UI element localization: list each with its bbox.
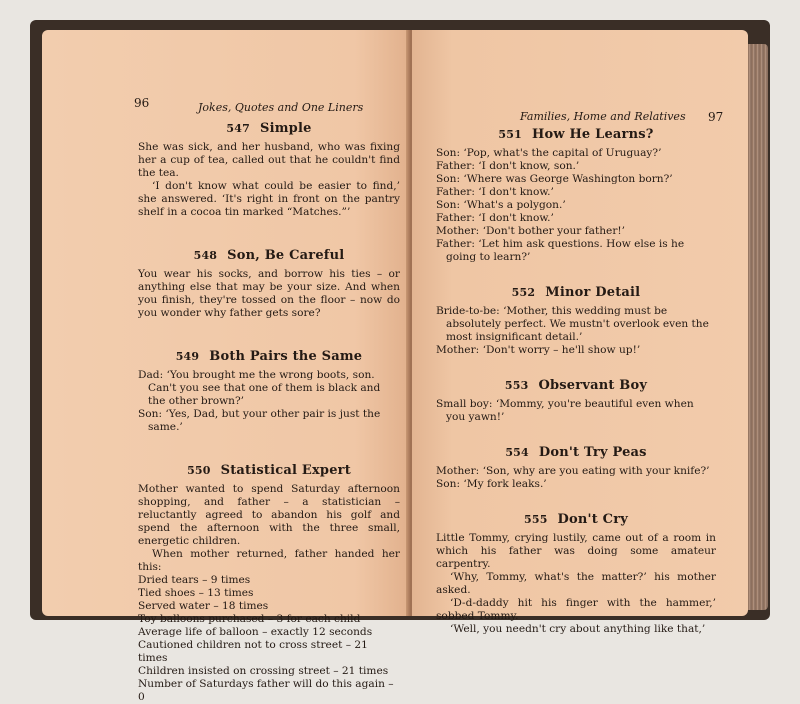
joke-paragraph: ‘Well, you needn't cry about anything like that,’ bbox=[450, 623, 706, 635]
joke-paragraph: She was sick, and her husband, who was fixing her a cup of tea, called out that he couldn't find the tea. bbox=[138, 141, 400, 179]
dialogue-line: Father: ‘I don't know, son.’ bbox=[436, 160, 580, 172]
left-running-header: Jokes, Quotes and One Liners bbox=[198, 101, 364, 114]
joke-555-heading bbox=[436, 513, 716, 526]
joke-title: How He Learns? bbox=[531, 127, 654, 142]
joke-title: Don't Try Peas bbox=[538, 445, 647, 460]
dialogue-line: Dad: ‘You brought me the wrong boots, son. Can't you see that one of them is black and the other brown?’ bbox=[138, 369, 381, 407]
joke-number: 552 bbox=[511, 286, 536, 299]
joke-553-heading bbox=[436, 379, 716, 392]
joke-551 bbox=[436, 128, 716, 264]
dialogue-line: Son: ‘Pop, what's the capital of Uruguay?’ bbox=[436, 147, 662, 159]
joke-555 bbox=[436, 513, 716, 636]
dialogue-line: Father: ‘I don't know.’ bbox=[436, 186, 554, 198]
right-page-number: 97 bbox=[708, 110, 724, 124]
dialogue-line: Son: ‘My fork leaks.’ bbox=[436, 478, 547, 490]
joke-number: 554 bbox=[505, 446, 529, 459]
dialogue-line: Father: ‘I don't know.’ bbox=[436, 212, 554, 224]
joke-549 bbox=[138, 350, 400, 434]
list-item: Tied shoes – 13 times bbox=[138, 587, 254, 599]
joke-554 bbox=[436, 446, 716, 491]
joke-number: 553 bbox=[504, 379, 529, 392]
joke-553 bbox=[436, 379, 716, 424]
dialogue-line: Father: ‘Let him ask questions. How else is he going to learn?’ bbox=[436, 238, 685, 263]
joke-title: Minor Detail bbox=[545, 285, 641, 300]
joke-550-heading bbox=[138, 464, 400, 477]
joke-number: 549 bbox=[175, 350, 200, 363]
dialogue-line: Mother: ‘Don't bother your father!’ bbox=[436, 225, 626, 237]
joke-554-heading bbox=[436, 446, 716, 459]
dialogue-line: Son: ‘Where was George Washington born?’ bbox=[436, 173, 673, 185]
joke-number: 555 bbox=[523, 513, 548, 526]
joke-title: Son, Be Careful bbox=[227, 248, 345, 263]
joke-548 bbox=[138, 249, 400, 320]
joke-551-heading bbox=[436, 128, 716, 141]
list-item: Average life of balloon – exactly 12 seconds bbox=[138, 626, 373, 638]
dialogue-line: Mother: ‘Don't worry – he'll show up!’ bbox=[436, 344, 641, 356]
list-item: Children insisted on crossing street – 21 times bbox=[138, 665, 389, 677]
joke-number: 548 bbox=[193, 249, 218, 262]
joke-paragraph: ‘I don't know what could be easier to find,’ she answered. ‘It's right in front on the pantry shelf in a cocoa tin marked “Matches.”’ bbox=[138, 180, 400, 218]
joke-title: Statistical Expert bbox=[220, 463, 351, 478]
left-page-content bbox=[138, 122, 400, 704]
list-item: Served water – 18 times bbox=[138, 600, 269, 612]
joke-paragraph: When mother returned, father handed her this: bbox=[138, 548, 400, 573]
joke-title: Simple bbox=[259, 121, 312, 136]
dialogue-line: Son: ‘Yes, Dad, but your other pair is just the same.’ bbox=[138, 408, 381, 433]
left-page-number: 96 bbox=[134, 96, 150, 110]
list-item: Toy balloons purchased – 3 for each child bbox=[138, 613, 361, 625]
joke-552 bbox=[436, 286, 716, 357]
joke-number: 547 bbox=[226, 122, 250, 135]
open-book bbox=[28, 14, 768, 703]
joke-title: Observant Boy bbox=[538, 378, 648, 393]
page-edges bbox=[748, 44, 768, 610]
list-item: Cautioned children not to cross street – 21 times bbox=[138, 639, 368, 664]
list-item: Number of Saturdays father will do this again – 0 bbox=[138, 678, 394, 703]
joke-549-heading bbox=[138, 350, 400, 363]
dialogue-line: Bride-to-be: ‘Mother, this wedding must be absolutely perfect. We mustn't overlook even the most insignificant detail.’ bbox=[436, 305, 709, 343]
left-page bbox=[42, 30, 410, 703]
joke-title: Both Pairs the Same bbox=[209, 349, 363, 364]
right-page bbox=[412, 30, 748, 635]
statistics-list bbox=[138, 574, 400, 704]
dialogue-line: Small boy: ‘Mommy, you're beautiful even when you yawn!’ bbox=[436, 398, 694, 423]
list-item: Dried tears – 9 times bbox=[138, 574, 251, 586]
joke-number: 550 bbox=[187, 464, 211, 477]
joke-550 bbox=[138, 464, 400, 704]
joke-paragraph: ‘D-d-daddy hit his finger with the hammer,’ sobbed Tommy. bbox=[436, 597, 716, 622]
joke-547 bbox=[138, 122, 400, 219]
joke-paragraph: Mother wanted to spend Saturday afternoon shopping, and father – a statistician – reluctantly agreed to abandon his golf and spend the afternoon with the three small, energetic children. bbox=[138, 483, 400, 547]
dialogue-line: Mother: ‘Son, why are you eating with your knife?’ bbox=[436, 465, 710, 477]
right-page-content bbox=[436, 128, 716, 636]
joke-547-heading bbox=[138, 122, 400, 135]
right-running-header: Families, Home and Relatives bbox=[520, 110, 686, 123]
joke-title: Don't Cry bbox=[557, 512, 629, 527]
joke-paragraph: You wear his socks, and borrow his ties – or anything else that may be your size. And when you finish, they're tossed on the floor – now do you wonder why father gets sore? bbox=[138, 268, 400, 319]
joke-number: 551 bbox=[498, 128, 522, 141]
joke-548-heading bbox=[138, 249, 400, 262]
dialogue-line: Son: ‘What's a polygon.’ bbox=[436, 199, 566, 211]
joke-paragraph: Little Tommy, crying lustily, came out of a room in which his father was doing some amateur carpentry. bbox=[436, 532, 716, 570]
joke-552-heading bbox=[436, 286, 716, 299]
joke-paragraph: ‘Why, Tommy, what's the matter?’ his mother asked. bbox=[436, 571, 716, 596]
